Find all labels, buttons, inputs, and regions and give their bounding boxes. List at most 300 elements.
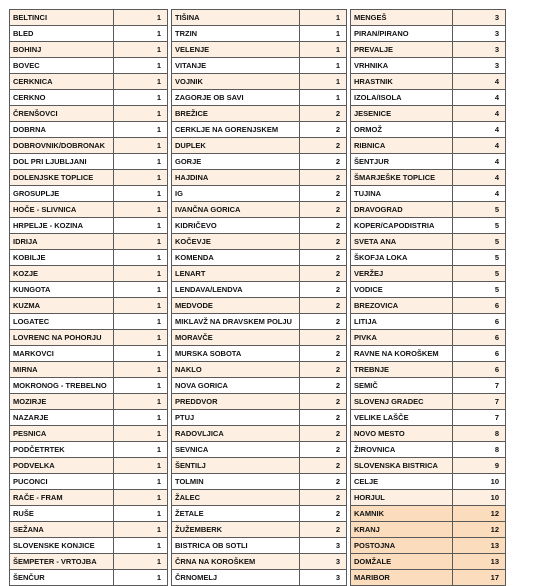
municipality-name-cell: KUZMA — [10, 298, 114, 314]
table-row — [172, 154, 347, 170]
count-cell: 3 — [453, 10, 506, 26]
count-cell: 3 — [300, 554, 347, 570]
table-row — [172, 346, 347, 362]
count-cell: 1 — [114, 506, 168, 522]
municipality-name-cell: TIŠINA — [172, 10, 300, 26]
count-cell: 1 — [300, 74, 347, 90]
table-row — [351, 522, 506, 538]
municipality-name-cell: LOVRENC NA POHORJU — [10, 330, 114, 346]
table-row — [351, 554, 506, 570]
municipality-name-cell: IDRIJA — [10, 234, 114, 250]
count-cell: 2 — [300, 218, 347, 234]
table-row — [172, 90, 347, 106]
municipality-name-cell: PUCONCI — [10, 474, 114, 490]
municipality-name-cell: HORJUL — [351, 490, 453, 506]
municipality-name-cell: PIRAN/PIRANO — [351, 26, 453, 42]
count-cell: 1 — [300, 90, 347, 106]
table-row — [172, 362, 347, 378]
table-row — [351, 250, 506, 266]
count-cell: 1 — [114, 106, 168, 122]
table-row — [172, 298, 347, 314]
count-cell: 2 — [300, 490, 347, 506]
municipality-name-cell: CERKNICA — [10, 74, 114, 90]
table-row — [172, 554, 347, 570]
table-row — [10, 538, 168, 554]
table-row — [10, 58, 168, 74]
count-cell: 2 — [300, 346, 347, 362]
count-cell: 5 — [453, 250, 506, 266]
municipality-name-cell: BREZOVICA — [351, 298, 453, 314]
table-row — [172, 58, 347, 74]
count-cell: 1 — [114, 26, 168, 42]
table-row — [351, 218, 506, 234]
municipality-name-cell: TOLMIN — [172, 474, 300, 490]
count-cell: 5 — [453, 234, 506, 250]
municipality-name-cell: ŽUŽEMBERK — [172, 522, 300, 538]
municipality-name-cell: CERKLJE NA GORENJSKEM — [172, 122, 300, 138]
table-row — [10, 298, 168, 314]
municipality-name-cell: KUNGOTA — [10, 282, 114, 298]
municipality-name-cell: KIDRIČEVO — [172, 218, 300, 234]
municipality-name-cell: HRASTNIK — [351, 74, 453, 90]
count-cell: 1 — [114, 282, 168, 298]
municipality-name-cell: SEŽANA — [10, 522, 114, 538]
table-row — [351, 106, 506, 122]
count-cell: 9 — [453, 458, 506, 474]
municipality-name-cell: VODICE — [351, 282, 453, 298]
table-row — [351, 426, 506, 442]
municipality-name-cell: VERŽEJ — [351, 266, 453, 282]
municipality-name-cell: ŠEMPETER - VRTOJBA — [10, 554, 114, 570]
count-cell: 1 — [114, 298, 168, 314]
table-row — [10, 218, 168, 234]
count-cell: 4 — [453, 170, 506, 186]
table-row — [351, 314, 506, 330]
count-cell: 4 — [453, 154, 506, 170]
table-row — [10, 250, 168, 266]
count-cell: 2 — [300, 330, 347, 346]
municipality-name-cell: SLOVENSKE KONJICE — [10, 538, 114, 554]
municipality-name-cell: SVETA ANA — [351, 234, 453, 250]
count-cell: 1 — [114, 362, 168, 378]
table-row — [351, 442, 506, 458]
count-cell: 1 — [114, 394, 168, 410]
table-row — [351, 170, 506, 186]
table-row — [351, 266, 506, 282]
municipality-name-cell: BOVEC — [10, 58, 114, 74]
table-row — [351, 346, 506, 362]
municipality-name-cell: SEMIČ — [351, 378, 453, 394]
table-row — [10, 570, 168, 586]
table-column-1 — [9, 9, 168, 586]
count-cell: 2 — [300, 506, 347, 522]
table-row — [10, 362, 168, 378]
count-cell: 1 — [114, 170, 168, 186]
count-cell: 13 — [453, 538, 506, 554]
table-row — [172, 250, 347, 266]
table-row — [172, 442, 347, 458]
count-cell: 4 — [453, 106, 506, 122]
table-row — [10, 282, 168, 298]
municipality-name-cell: VELENJE — [172, 42, 300, 58]
count-cell: 3 — [300, 538, 347, 554]
municipality-name-cell: DUPLEK — [172, 138, 300, 154]
table-row — [351, 282, 506, 298]
count-cell: 5 — [453, 218, 506, 234]
count-cell: 1 — [114, 490, 168, 506]
count-cell: 6 — [453, 298, 506, 314]
table-row — [351, 394, 506, 410]
count-cell: 10 — [453, 474, 506, 490]
municipality-name-cell: MEDVODE — [172, 298, 300, 314]
table-row — [351, 138, 506, 154]
municipality-name-cell: LITIJA — [351, 314, 453, 330]
table-row — [172, 426, 347, 442]
count-cell: 2 — [300, 378, 347, 394]
count-cell: 4 — [453, 90, 506, 106]
table-row — [172, 42, 347, 58]
municipality-name-cell: PODČETRTEK — [10, 442, 114, 458]
municipality-name-cell: ŠMARJEŠKE TOPLICE — [351, 170, 453, 186]
table-row — [351, 186, 506, 202]
count-cell: 7 — [453, 410, 506, 426]
municipality-name-cell: DOBROVNIK/DOBRONAK — [10, 138, 114, 154]
count-cell: 2 — [300, 122, 347, 138]
table-row — [172, 538, 347, 554]
table-row — [351, 458, 506, 474]
count-cell: 2 — [300, 154, 347, 170]
count-cell: 4 — [453, 138, 506, 154]
count-cell: 4 — [453, 186, 506, 202]
table-row — [10, 90, 168, 106]
municipality-name-cell: PODVELKA — [10, 458, 114, 474]
table-row — [10, 74, 168, 90]
table-row — [351, 378, 506, 394]
count-cell: 1 — [300, 10, 347, 26]
table-row — [172, 186, 347, 202]
municipality-name-cell: MIKLAVŽ NA DRAVSKEM POLJU — [172, 314, 300, 330]
count-cell: 1 — [114, 138, 168, 154]
municipality-name-cell: BREŽICE — [172, 106, 300, 122]
count-cell: 2 — [300, 474, 347, 490]
municipality-name-cell: MENGEŠ — [351, 10, 453, 26]
table-row — [351, 538, 506, 554]
table-row — [10, 394, 168, 410]
municipality-name-cell: RAČE - FRAM — [10, 490, 114, 506]
table-row — [351, 330, 506, 346]
count-cell: 1 — [114, 122, 168, 138]
municipality-name-cell: NAZARJE — [10, 410, 114, 426]
table-row — [10, 442, 168, 458]
table-row — [10, 106, 168, 122]
table-row — [10, 426, 168, 442]
municipality-name-cell: MOKRONOG - TREBELNO — [10, 378, 114, 394]
count-cell: 2 — [300, 250, 347, 266]
table-row — [172, 394, 347, 410]
municipality-name-cell: KRANJ — [351, 522, 453, 538]
count-cell: 2 — [300, 234, 347, 250]
municipality-name-cell: HOČE - SLIVNICA — [10, 202, 114, 218]
table-row — [172, 490, 347, 506]
table-row — [172, 570, 347, 586]
count-cell: 1 — [114, 90, 168, 106]
table-row — [10, 42, 168, 58]
table-row — [351, 570, 506, 586]
count-cell: 1 — [114, 202, 168, 218]
table-row — [172, 122, 347, 138]
municipality-name-cell: IG — [172, 186, 300, 202]
count-cell: 10 — [453, 490, 506, 506]
municipality-name-cell: KOPER/CAPODISTRIA — [351, 218, 453, 234]
count-cell: 8 — [453, 426, 506, 442]
municipality-name-cell: VITANJE — [172, 58, 300, 74]
municipality-name-cell: BOHINJ — [10, 42, 114, 58]
table-row — [172, 26, 347, 42]
municipality-name-cell: LENDAVA/LENDVA — [172, 282, 300, 298]
count-cell: 1 — [114, 570, 168, 586]
municipality-name-cell: ZAGORJE OB SAVI — [172, 90, 300, 106]
municipality-name-cell: NAKLO — [172, 362, 300, 378]
count-cell: 1 — [300, 58, 347, 74]
table-row — [351, 474, 506, 490]
count-cell: 7 — [453, 378, 506, 394]
count-cell: 1 — [114, 74, 168, 90]
municipality-name-cell: NOVA GORICA — [172, 378, 300, 394]
municipality-name-cell: ŽETALE — [172, 506, 300, 522]
municipality-name-cell: MORAVČE — [172, 330, 300, 346]
count-cell: 1 — [114, 186, 168, 202]
count-cell: 1 — [114, 330, 168, 346]
municipality-name-cell: DOL PRI LJUBLJANI — [10, 154, 114, 170]
count-cell: 5 — [453, 282, 506, 298]
table-row — [172, 314, 347, 330]
count-cell: 1 — [114, 250, 168, 266]
municipality-name-cell: ŽIROVNICA — [351, 442, 453, 458]
table-row — [351, 154, 506, 170]
municipality-name-cell: SLOVENSKA BISTRICA — [351, 458, 453, 474]
municipality-name-cell: ŽALEC — [172, 490, 300, 506]
table-row — [10, 378, 168, 394]
table-row — [172, 474, 347, 490]
count-cell: 2 — [300, 394, 347, 410]
table-row — [172, 10, 347, 26]
count-cell: 1 — [114, 218, 168, 234]
count-cell: 1 — [114, 538, 168, 554]
table-row — [172, 330, 347, 346]
municipality-name-cell: KOBILJE — [10, 250, 114, 266]
count-cell: 1 — [114, 10, 168, 26]
table-row — [351, 362, 506, 378]
municipality-name-cell: HRPELJE - KOZINA — [10, 218, 114, 234]
municipality-name-cell: MOZIRJE — [10, 394, 114, 410]
municipality-name-cell: SEVNICA — [172, 442, 300, 458]
municipality-name-cell: LOGATEC — [10, 314, 114, 330]
count-cell: 1 — [114, 234, 168, 250]
count-cell: 2 — [300, 282, 347, 298]
table-row — [351, 234, 506, 250]
table-row — [351, 10, 506, 26]
municipality-name-cell: RADOVLJICA — [172, 426, 300, 442]
table-row — [172, 410, 347, 426]
municipality-name-cell: GROSUPLJE — [10, 186, 114, 202]
count-cell: 6 — [453, 346, 506, 362]
table-row — [10, 474, 168, 490]
municipality-name-cell: TRZIN — [172, 26, 300, 42]
table-row — [351, 122, 506, 138]
table-row — [10, 522, 168, 538]
table-row — [351, 74, 506, 90]
municipality-name-cell: MURSKA SOBOTA — [172, 346, 300, 362]
table-row — [10, 234, 168, 250]
count-cell: 3 — [453, 26, 506, 42]
table-row — [10, 154, 168, 170]
count-cell: 1 — [300, 42, 347, 58]
table-row — [351, 42, 506, 58]
municipality-name-cell: DRAVOGRAD — [351, 202, 453, 218]
table-row — [351, 506, 506, 522]
municipality-name-cell: DOLENJSKE TOPLICE — [10, 170, 114, 186]
municipality-name-cell: ČRNOMELJ — [172, 570, 300, 586]
table-row — [10, 554, 168, 570]
count-cell: 2 — [300, 202, 347, 218]
count-cell: 2 — [300, 522, 347, 538]
municipality-name-cell: PTUJ — [172, 410, 300, 426]
table-row — [10, 186, 168, 202]
count-cell: 1 — [114, 458, 168, 474]
municipality-name-cell: KOČEVJE — [172, 234, 300, 250]
table-row — [351, 26, 506, 42]
count-cell: 5 — [453, 202, 506, 218]
table-row — [10, 506, 168, 522]
municipality-name-cell: CERKNO — [10, 90, 114, 106]
table-row — [10, 314, 168, 330]
table-row — [172, 74, 347, 90]
municipality-name-cell: ŠENČUR — [10, 570, 114, 586]
municipality-name-cell: VOJNIK — [172, 74, 300, 90]
table-row — [10, 346, 168, 362]
municipality-name-cell: PIVKA — [351, 330, 453, 346]
municipality-name-cell: ČRENŠOVCI — [10, 106, 114, 122]
table-row — [172, 266, 347, 282]
table-row — [351, 90, 506, 106]
municipality-name-cell: NOVO MESTO — [351, 426, 453, 442]
municipality-name-cell: PREDDVOR — [172, 394, 300, 410]
count-cell: 4 — [453, 74, 506, 90]
table-row — [172, 138, 347, 154]
table-row — [172, 522, 347, 538]
table-row — [351, 490, 506, 506]
count-cell: 2 — [300, 106, 347, 122]
municipality-name-cell: GORJE — [172, 154, 300, 170]
table-row — [10, 330, 168, 346]
table-row — [10, 266, 168, 282]
count-cell: 1 — [114, 266, 168, 282]
count-cell: 6 — [453, 330, 506, 346]
count-cell: 6 — [453, 314, 506, 330]
municipality-name-cell: KOZJE — [10, 266, 114, 282]
table-row — [172, 282, 347, 298]
count-cell: 2 — [300, 186, 347, 202]
municipality-name-cell: POSTOJNA — [351, 538, 453, 554]
municipality-name-cell: RIBNICA — [351, 138, 453, 154]
count-cell: 1 — [114, 346, 168, 362]
count-cell: 2 — [300, 314, 347, 330]
municipality-name-cell: PESNICA — [10, 426, 114, 442]
table-column-3 — [350, 9, 506, 586]
count-cell: 2 — [300, 138, 347, 154]
count-cell: 1 — [114, 154, 168, 170]
count-cell: 2 — [300, 362, 347, 378]
count-cell: 3 — [300, 570, 347, 586]
count-cell: 1 — [114, 314, 168, 330]
table-row — [351, 202, 506, 218]
table-row — [172, 218, 347, 234]
table-row — [10, 458, 168, 474]
municipality-name-cell: ŠENTILJ — [172, 458, 300, 474]
municipality-name-cell: HAJDINA — [172, 170, 300, 186]
table-row — [351, 298, 506, 314]
count-cell: 2 — [300, 298, 347, 314]
count-cell: 1 — [114, 42, 168, 58]
count-cell: 2 — [300, 410, 347, 426]
count-cell: 12 — [453, 506, 506, 522]
municipality-name-cell: PREVALJE — [351, 42, 453, 58]
count-cell: 1 — [300, 26, 347, 42]
count-cell: 1 — [114, 554, 168, 570]
count-cell: 6 — [453, 362, 506, 378]
municipality-name-cell: RUŠE — [10, 506, 114, 522]
count-cell: 1 — [114, 410, 168, 426]
table-row — [10, 202, 168, 218]
table-row — [172, 170, 347, 186]
municipality-name-cell: RAVNE NA KOROŠKEM — [351, 346, 453, 362]
municipality-name-cell: ŠKOFJA LOKA — [351, 250, 453, 266]
count-cell: 8 — [453, 442, 506, 458]
municipality-name-cell: IZOLA/ISOLA — [351, 90, 453, 106]
municipality-name-cell: KAMNIK — [351, 506, 453, 522]
table-row — [172, 506, 347, 522]
municipality-name-cell: TUJINA — [351, 186, 453, 202]
count-cell: 1 — [114, 522, 168, 538]
municipality-name-cell: TREBNJE — [351, 362, 453, 378]
table-row — [172, 234, 347, 250]
municipality-name-cell: IVANČNA GORICA — [172, 202, 300, 218]
count-cell: 2 — [300, 442, 347, 458]
count-cell: 1 — [114, 58, 168, 74]
municipality-name-cell: ORMOŽ — [351, 122, 453, 138]
municipality-name-cell: ŠENTJUR — [351, 154, 453, 170]
count-cell: 1 — [114, 426, 168, 442]
table-row — [10, 410, 168, 426]
municipality-name-cell: CELJE — [351, 474, 453, 490]
municipality-name-cell: BLED — [10, 26, 114, 42]
count-cell: 4 — [453, 122, 506, 138]
count-cell: 2 — [300, 458, 347, 474]
count-cell: 2 — [300, 266, 347, 282]
table-row — [351, 58, 506, 74]
table-row — [10, 10, 168, 26]
municipality-name-cell: LENART — [172, 266, 300, 282]
count-cell: 2 — [300, 426, 347, 442]
municipality-name-cell: VELIKE LAŠČE — [351, 410, 453, 426]
table-row — [172, 378, 347, 394]
municipality-name-cell: MARKOVCI — [10, 346, 114, 362]
municipality-name-cell: JESENICE — [351, 106, 453, 122]
municipality-name-cell: DOMŽALE — [351, 554, 453, 570]
municipality-name-cell: DOBRNA — [10, 122, 114, 138]
count-cell: 12 — [453, 522, 506, 538]
municipality-name-cell: VRHNIKA — [351, 58, 453, 74]
